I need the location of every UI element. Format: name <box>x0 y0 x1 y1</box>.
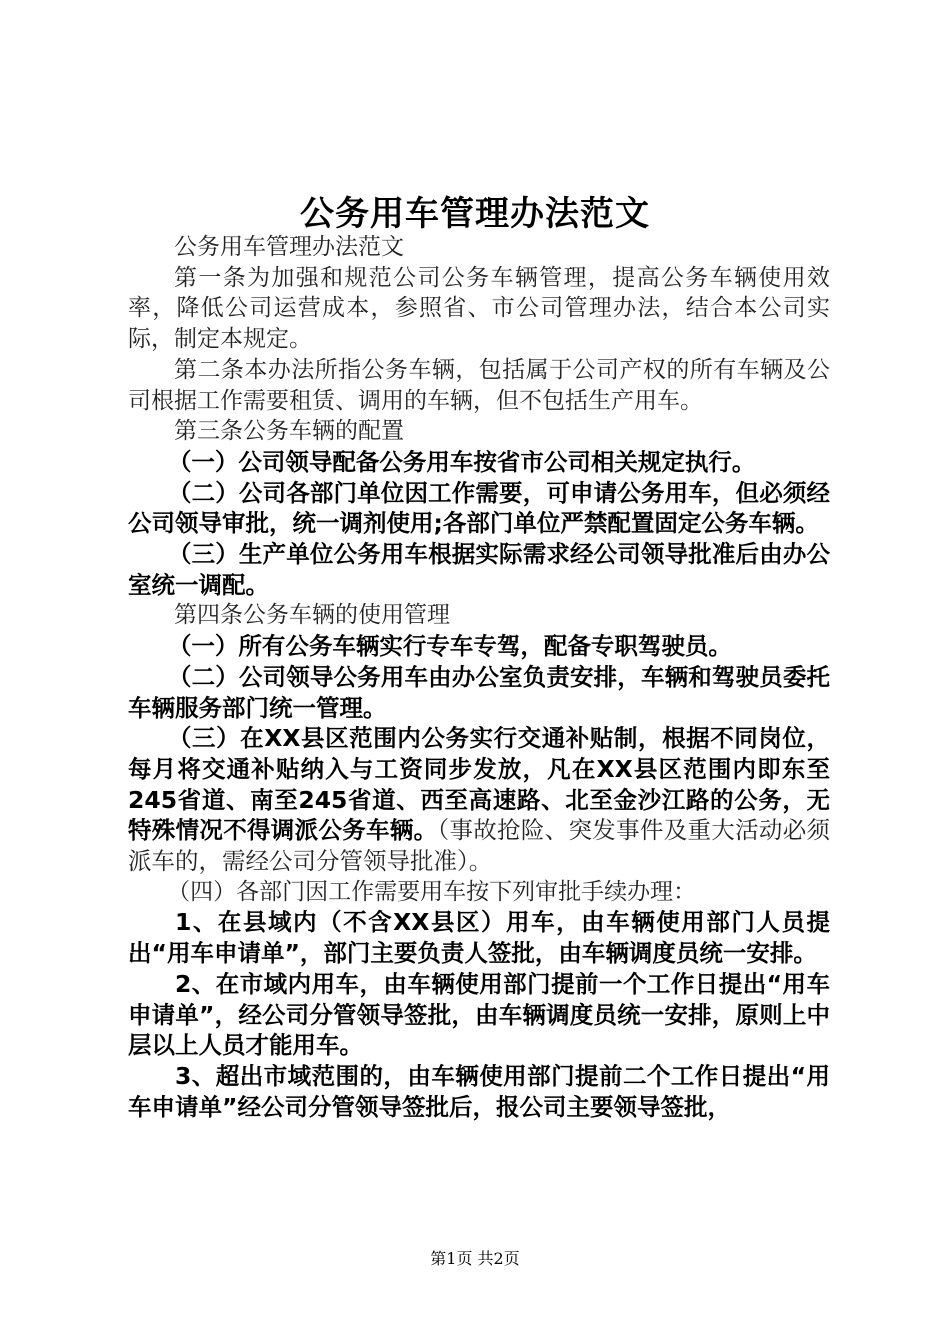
document-title: 公务用车管理办法范文 <box>300 194 650 234</box>
page-footer: 第1页 共2页 <box>430 1249 520 1268</box>
paragraph-procedure-3: 3、超出市域范围的，由车辆使用部门提前二个工作日提出“用车申请单”经公司分管领导签批后，报公司主要领导签批， <box>128 1061 830 1121</box>
paragraph-article-3-item-1: （一）公司领导配备公务用车按省市公司相关规定执行。 <box>167 447 756 476</box>
paragraph-article-4-item-1: （一）所有公务车辆实行专车专驾，配备专职驾驶员。 <box>167 632 732 661</box>
paragraph-article-3-item-3: （三）生产单位公务用车根据实际需求经公司领导批准后由办公室统一调配。 <box>128 540 830 599</box>
paragraph-article-4: 第四条公务车辆的使用管理 <box>174 602 450 629</box>
paragraph-article-3-item-2: （二）公司各部门单位因工作需要，可申请公务用车，但必须经公司领导审批，统一调剂使用;各部门单位严禁配置固定公务车辆。 <box>128 478 830 538</box>
paragraph-heading: 公务用车管理办法范文 <box>174 234 404 260</box>
paragraph-article-3: 第三条公务车辆的配置 <box>174 418 404 445</box>
paragraph-procedure-2: 2、在市域内用车，由车辆使用部门提前一个工作日提出“用车申请单”，经公司分管领导签批，由车辆调度员统一安排，原则上中层以上人员才能用车。 <box>128 969 830 1060</box>
document-body <box>128 232 830 1122</box>
paragraph-article-1: 第一条为加强和规范公司公务车辆管理，提高公务车辆使用效率，降低公司运营成本，参照省、市公司管理办法，结合本公司实际，制定本规定。 <box>128 264 830 353</box>
paragraph-article-4-item-3-main: （三）在XX县区范围内公务实行交通补贴制，根据不同岗位，每月将交通补贴纳入与工资同步发放，凡在XX县区范围内即东至245省道、南至245省道、西至高速路、北至金沙江路的公务，无特殊情况不得调派公务车辆。 <box>128 724 830 845</box>
paragraph-article-4-item-4: （四）各部门因工作需要用车按下列审批手续办理： <box>167 878 697 905</box>
paragraph-article-2: 第二条本办法所指公务车辆，包括属于公司产权的所有车辆及公司根据工作需要租赁、调用的车辆，但不包括生产用车。 <box>128 356 830 414</box>
paragraph-article-4-item-3-note: （事故抢险、突发事件及重大活动必须派车的，需经公司分管领导批准）。 <box>128 816 830 876</box>
paragraph-article-4-item-3 <box>128 723 830 877</box>
paragraph-article-4-item-2: （二）公司领导公务用车由办公室负责安排，车辆和驾驶员委托车辆服务部门统一管理。 <box>128 662 830 722</box>
paragraph-procedure-1: 1、在县域内（不含XX县区）用车，由车辆使用部门人员提出“用车申请单”，部门主要负责人签批，由车辆调度员统一安排。 <box>128 908 830 968</box>
